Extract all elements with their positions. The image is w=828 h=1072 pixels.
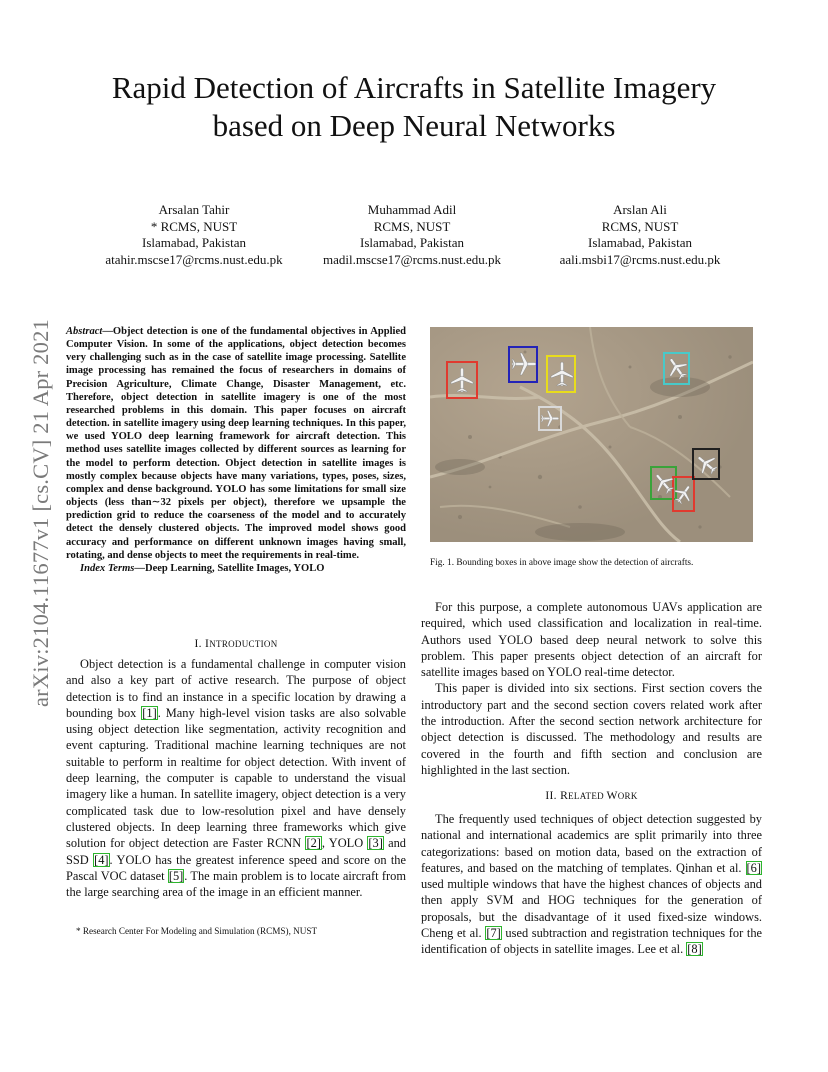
title-line-2: based on Deep Neural Networks (212, 108, 616, 143)
aircraft (696, 452, 717, 476)
author-block-3 (520, 202, 760, 268)
abstract (66, 325, 406, 575)
related-work-text (421, 811, 762, 958)
section-heading-introduction: I. INTRODUCTION (194, 637, 278, 650)
aircraft (674, 483, 693, 505)
author-email: atahir.mscse17@rcms.nust.edu.pk (105, 251, 283, 267)
paragraph: The frequently used techniques of object detection suggested by national and international academics are split primarily into three categorizations: based on motion data, based on the extraction of features, and based on the matching of templates. Qinhan et al. [6] used multiple windows that have the highest chances of objects and then apply SVM and HOG techniques for the generation of proposals, but the disadvantage of it used fixed-size windows. Cheng et al. [7] used subtraction and registration techniques for the identification of objects in satellite images. Lee et al. [8] (421, 812, 763, 957)
author-email: aali.msbi17@rcms.nust.edu.pk (559, 251, 721, 267)
abstract-text: —Object detection is one of the fundamental objectives in Applied Computer Vision. In some of the applications, object detection becomes very challenging such as in the case of satellite image processing. Satellite image processing has remained the focus of researchers in domains of Precision Agriculture, Climate Change, Disaster Management, etc. Therefore, object detection in satellite imagery is one of the most researched problems in this domain. This paper focuses on aircraft detection. in satellite imagery using deep learning techniques. In this paper, we used YOLO deep learning framework for aircraft detection. This method uses satellite images collected by different sources as learning for the model to perform detection. Object detection in satellite images is mostly complex because objects have many variations, types, poses, sizes, complex and dense background. YOLO has some limitations for small size objects (less than∼32 pixels per object), therefore we upsample the prediction grid to reduce the coarseness of the model and to accurately detect the densely clustered objects. The improved model shows good accuracy and performance on different unknown images having small, rotating, and dense objects to meet the requirements in real-time. (66, 326, 406, 561)
footnote: * Research Center For Modeling and Simulation (RCMS), NUST (76, 926, 318, 936)
author-block-1 (74, 202, 314, 268)
aircraft (550, 361, 574, 387)
aircraft (512, 351, 536, 377)
title-line-1: Rapid Detection of Aircrafts in Satellite Imagery (111, 70, 717, 105)
citation-link[interactable]: [7] (486, 926, 501, 941)
aircraft (450, 367, 474, 393)
author-name: Muhammad Adil (367, 202, 457, 217)
citation-link[interactable]: [5] (168, 868, 184, 883)
aircraft (666, 356, 688, 380)
paragraph: This paper is divided into six sections. First section covers the introductory part and the second section covers related work after the introduction. After the second section network architecture for object detection is discussed. The methodology and results are covered in the fourth and fifth section and conclusion are highlighted in the last section. (421, 681, 762, 777)
author-location: Islamabad, Pakistan (142, 235, 246, 250)
author-location: Islamabad, Pakistan (588, 235, 692, 250)
author-location: Islamabad, Pakistan (360, 235, 464, 250)
citation-link[interactable]: [3] (368, 836, 383, 851)
right-column-text (421, 599, 762, 778)
citation-link[interactable]: [6] (746, 860, 761, 875)
satellite-figure (430, 327, 753, 542)
abstract-label: Abstract (66, 326, 103, 337)
introduction-paragraph: Object detection is a fundamental challenge in computer vision and also a key part of active research. The purpose of object detection is to find an instance in a specific location by drawing a bounding box [1]. Many high-level vision tasks are also solvable using object detection like segmentation, activity recognition and event capturing. Traditional machine learning techniques are not suitable to perform in realtime for object detection. With invent of deep learning, the computer is capable to understand the visual imagery like a human. In satellite imagery, object detection is a very complicated task due to low-resolution pixel and have densely clustered objects. In deep learning three frameworks which give solution for object detection are Faster RCNN [2], YOLO [3] and SSD [4]. YOLO has the greatest inference speed and score on the Pascal VOC dataset [5]. The main problem is to locate aircraft from the large searching area of the image in an efficient manner. (66, 657, 407, 900)
index-terms-text: —Deep Learning, Satellite Images, YOLO (134, 562, 325, 574)
index-terms-label: Index Terms (80, 562, 135, 574)
author-affiliation: RCMS, NUST (601, 218, 679, 234)
author-block-2 (292, 202, 532, 268)
arxiv-stamp: arXiv:2104.11677v1 [cs.CV] 21 Apr 2021 (28, 319, 53, 707)
aircraft (541, 409, 559, 428)
author-email: madil.mscse17@rcms.nust.edu.pk (322, 251, 502, 267)
author-affiliation: * RCMS, NUST (150, 218, 238, 234)
author-name: Arsalan Tahir (158, 202, 230, 217)
citation-link[interactable]: [2] (306, 836, 321, 851)
citation-link[interactable]: [8] (687, 942, 702, 957)
citation-link[interactable]: [4] (94, 852, 109, 867)
citation-link[interactable]: [1] (142, 705, 157, 720)
aircraft (653, 471, 674, 495)
satellite-image (430, 327, 753, 542)
introduction-text (66, 656, 406, 900)
paragraph: For this purpose, a complete autonomous UAVs application are required, which used classification and localization in real-time. Authors used YOLO based deep neural network to solve this problem. This paper presents object detection of an aircraft for satellite images based on YOLO real-time detector. (421, 600, 762, 680)
author-affiliation: RCMS, NUST (373, 218, 451, 234)
figure-caption: Fig. 1. Bounding boxes in above image show the detection of aircrafts. (430, 558, 694, 568)
section-heading-related-work: II. RELATED WORK (545, 789, 638, 802)
author-name: Arslan Ali (613, 202, 667, 217)
